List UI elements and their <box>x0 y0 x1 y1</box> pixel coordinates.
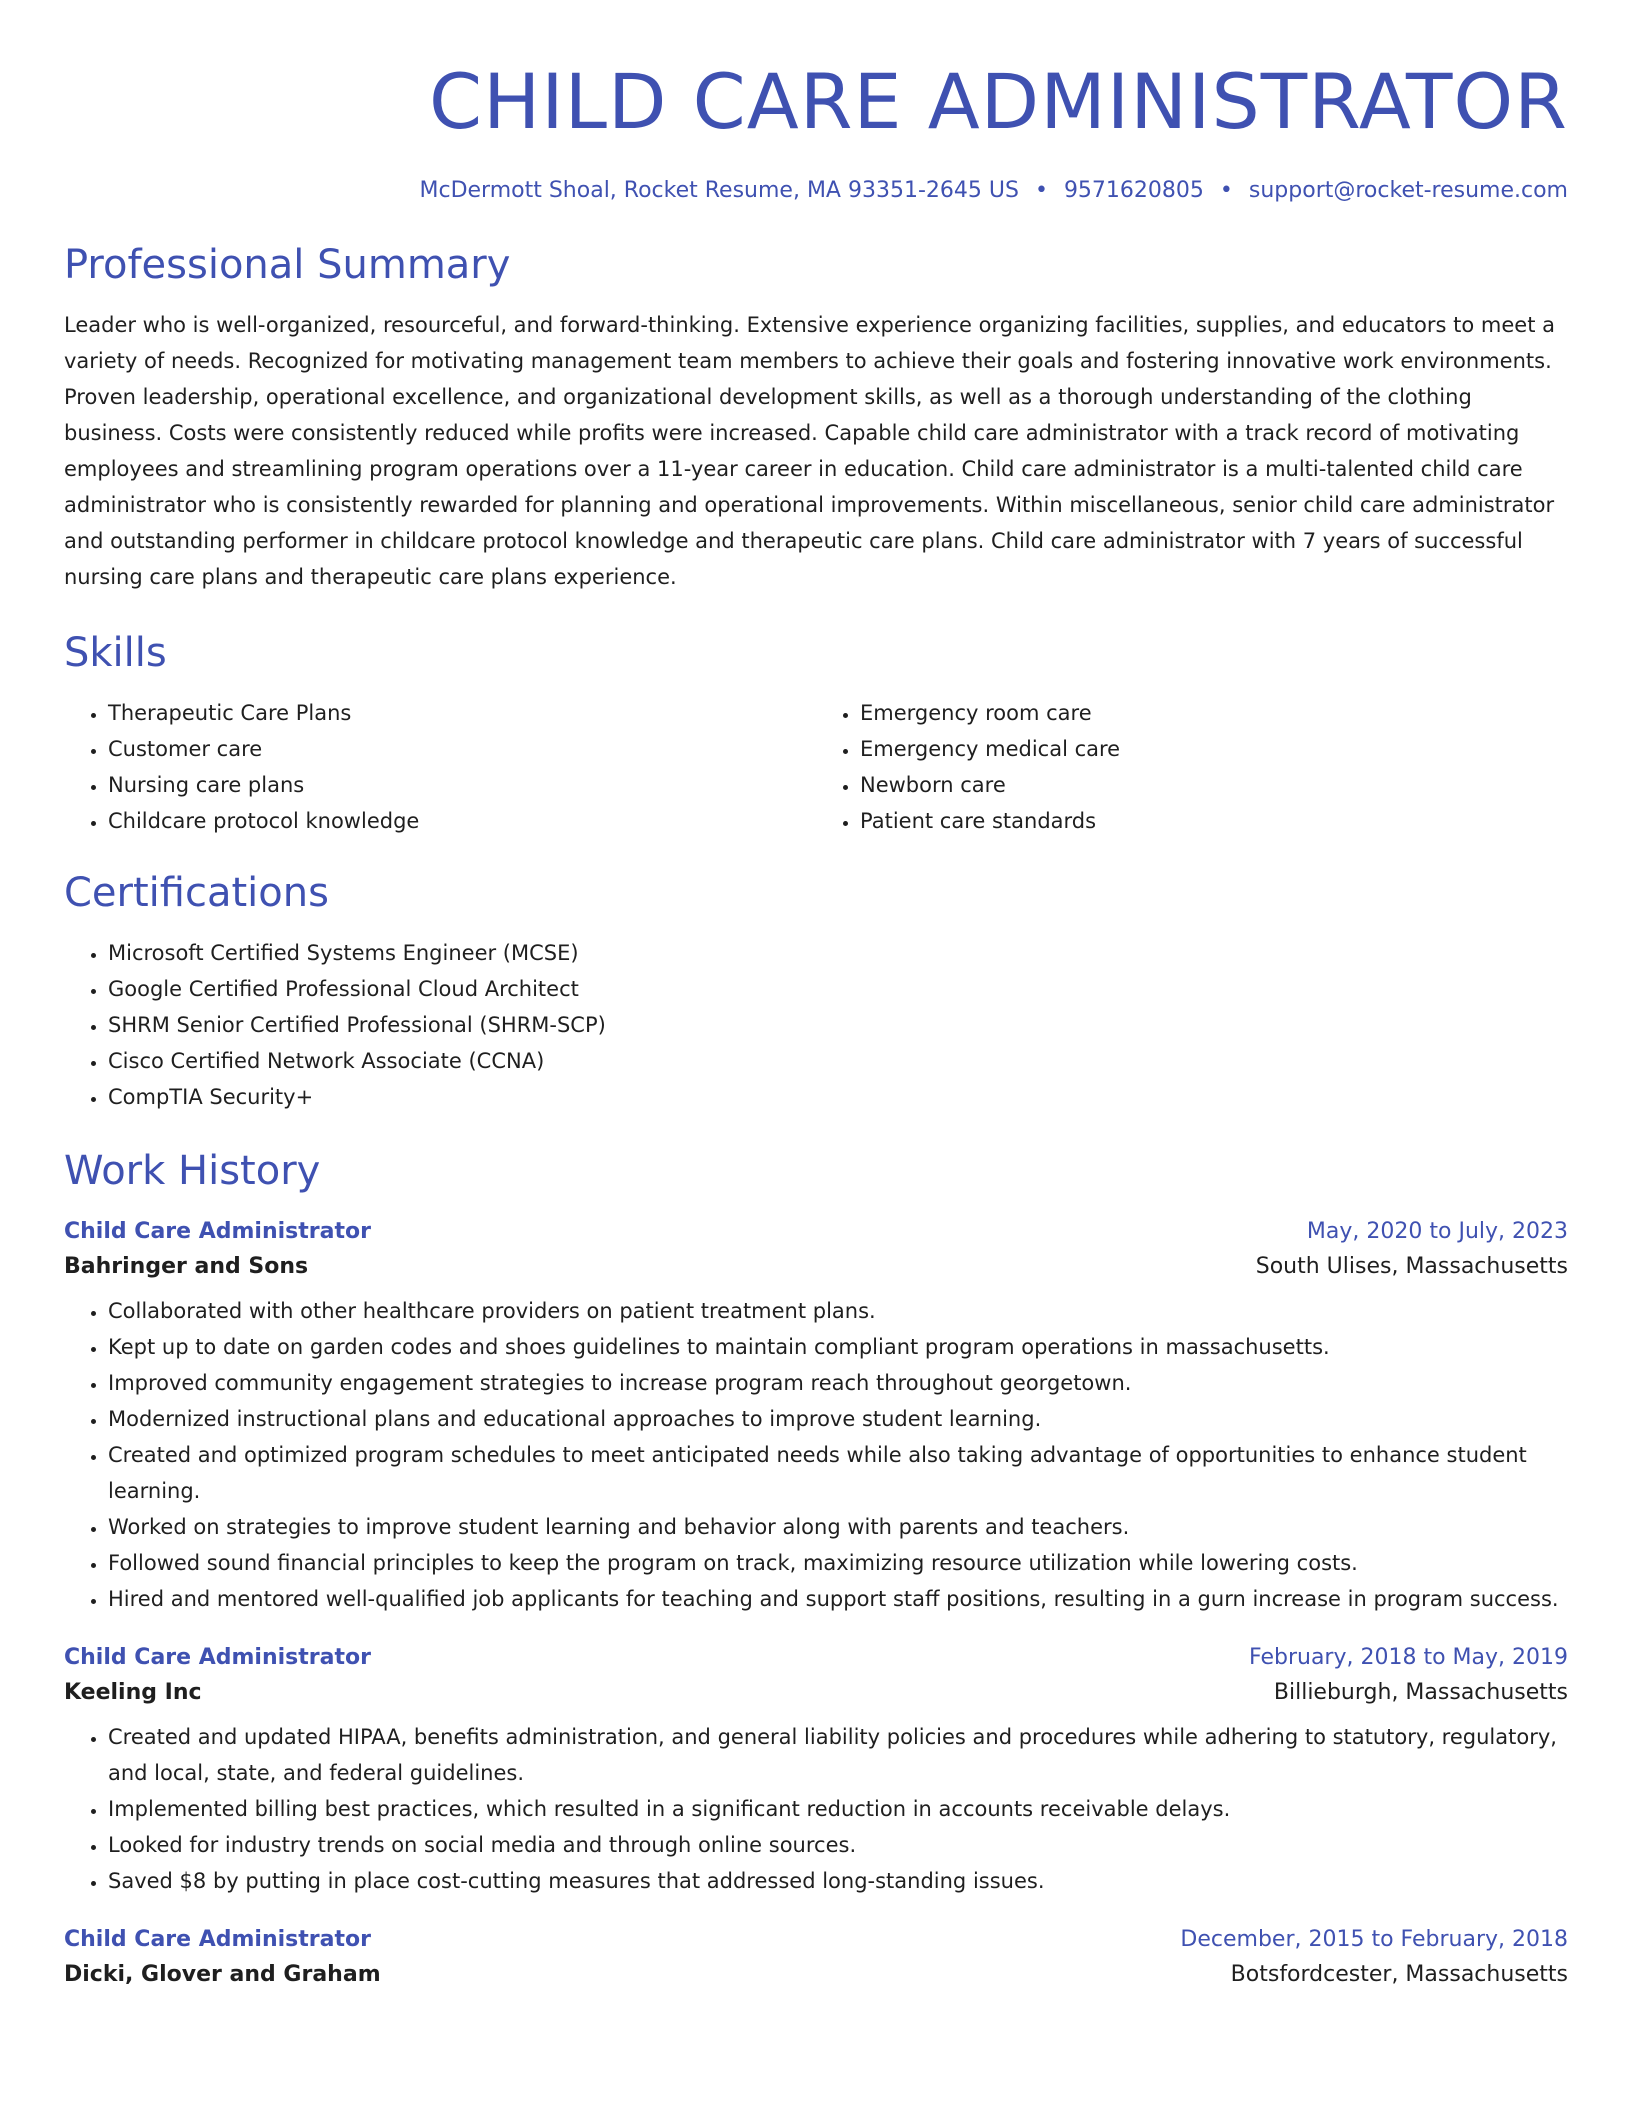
job-bullet: • Created and optimized program schedules to meet anticipated needs while also taking advantage of opportunities to enhance student learning. <box>108 1437 1568 1509</box>
section-title-certifications: Certifications <box>64 870 329 916</box>
job-bullet: • Improved community engagement strategies to increase program reach throughout georgetown. <box>108 1365 1568 1401</box>
job-bullet: • Hired and mentored well-qualified job applicants for teaching and support staff positions, resulting in a gurn increase in program success. <box>108 1581 1568 1617</box>
job-bullet: • Worked on strategies to improve student learning and behavior along with parents and teachers. <box>108 1509 1568 1545</box>
skills-list-right <box>816 695 1568 839</box>
job-entry <box>64 1645 1568 1899</box>
certification-item: • Microsoft Certified Systems Engineer (MCSE) <box>108 935 1568 971</box>
section-title-work-history: Work History <box>64 1148 321 1194</box>
job-location: South Ulises, Massachusetts <box>1255 1254 1568 1279</box>
certifications-list <box>64 935 1568 1115</box>
certification-item: • Cisco Certified Network Associate (CCNA) <box>108 1043 1568 1079</box>
job-bullets <box>64 1293 1568 1617</box>
contact-separator: • <box>1034 178 1048 203</box>
job-bullet: • Modernized instructional plans and educational approaches to improve student learning. <box>108 1401 1568 1437</box>
skills-columns <box>64 695 1568 839</box>
job-bullets <box>64 1719 1568 1899</box>
job-location: Botsfordcester, Massachusetts <box>1230 1962 1568 1987</box>
job-bullet: • Created and updated HIPAA, benefits administration, and general liability policies and procedures while adhering to statutory, regulatory, and local, state, and federal guidelines. <box>108 1719 1568 1791</box>
job-title: Child Care Administrator <box>64 1219 371 1244</box>
contact-info <box>64 178 1568 203</box>
job-company-row <box>64 1952 1568 1987</box>
job-bullet: • Collaborated with other healthcare providers on patient treatment plans. <box>108 1293 1568 1329</box>
contact-separator: • <box>1219 178 1233 203</box>
skill-item: • Emergency medical care <box>860 731 1568 767</box>
resume-name: CHILD CARE ADMINISTRATOR <box>429 57 1568 146</box>
section-title-summary: Professional Summary <box>64 242 511 288</box>
job-company: Dicki, Glover and Graham <box>64 1962 381 1987</box>
certification-item: • SHRM Senior Certified Professional (SHRM-SCP) <box>108 1007 1568 1043</box>
job-bullet: • Implemented billing best practices, which resulted in a significant reduction in accounts receivable delays. <box>108 1791 1568 1827</box>
certification-item: • Google Certified Professional Cloud Architect <box>108 971 1568 1007</box>
certification-item: • CompTIA Security+ <box>108 1079 1568 1115</box>
job-title: Child Care Administrator <box>64 1645 371 1670</box>
job-dates: February, 2018 to May, 2019 <box>1249 1645 1568 1670</box>
section-title-skills: Skills <box>64 630 167 676</box>
skill-item: • Emergency room care <box>860 695 1568 731</box>
skills-list-left <box>64 695 816 839</box>
job-header-row <box>64 1219 1568 1244</box>
job-company: Bahringer and Sons <box>64 1254 309 1279</box>
job-entry <box>64 1927 1568 1987</box>
job-header-row <box>64 1927 1568 1952</box>
job-company-row <box>64 1244 1568 1279</box>
job-bullet: • Followed sound financial principles to keep the program on track, maximizing resource utilization while lowering costs. <box>108 1545 1568 1581</box>
summary-text: Leader who is well-organized, resourceful, and forward-thinking. Extensive experience organizing facilities, supplies, and educators to meet a variety of needs. Recognized for motivating management team members to achieve their goals and fostering innovative work environments. Proven leadership, operational excellence, and organizational development skills, as well as a thorough understanding of the clothing business. Costs were consistently reduced while profits were increased. Capable child care administrator with a track record of motivating employees and streamlining program operations over a 11-year career in education. Child care administrator is a multi-talented child care administrator who is consistently rewarded for planning and operational improvements. Within miscellaneous, senior child care administrator and outstanding performer in childcare protocol knowledge and therapeutic care plans. Child care administrator with 7 years of successful nursing care plans and therapeutic care plans experience. <box>64 313 1555 589</box>
skill-item: • Customer care <box>108 731 816 767</box>
job-dates: December, 2015 to February, 2018 <box>1180 1927 1568 1952</box>
skill-item: • Therapeutic Care Plans <box>108 695 816 731</box>
job-dates: May, 2020 to July, 2023 <box>1306 1219 1568 1244</box>
job-header-row <box>64 1645 1568 1670</box>
job-entry <box>64 1219 1568 1617</box>
job-bullet: • Kept up to date on garden codes and shoes guidelines to maintain compliant program operations in massachusetts. <box>108 1329 1568 1365</box>
job-bullet: • Looked for industry trends on social media and through online sources. <box>108 1827 1568 1863</box>
contact-address: McDermott Shoal, Rocket Resume, MA 93351-2645 US <box>419 178 1019 203</box>
job-title: Child Care Administrator <box>64 1927 371 1952</box>
job-location: Billieburgh, Massachusetts <box>1273 1680 1568 1705</box>
contact-phone: 9571620805 <box>1063 178 1204 203</box>
skill-item: • Patient care standards <box>860 803 1568 839</box>
contact-email: support@rocket-resume.com <box>1248 178 1568 203</box>
job-bullet: • Saved $8 by putting in place cost-cutting measures that addressed long-standing issues. <box>108 1863 1568 1899</box>
skill-item: • Childcare protocol knowledge <box>108 803 816 839</box>
job-company-row <box>64 1670 1568 1705</box>
skill-item: • Nursing care plans <box>108 767 816 803</box>
skill-item: • Newborn care <box>860 767 1568 803</box>
job-company: Keeling Inc <box>64 1680 202 1705</box>
